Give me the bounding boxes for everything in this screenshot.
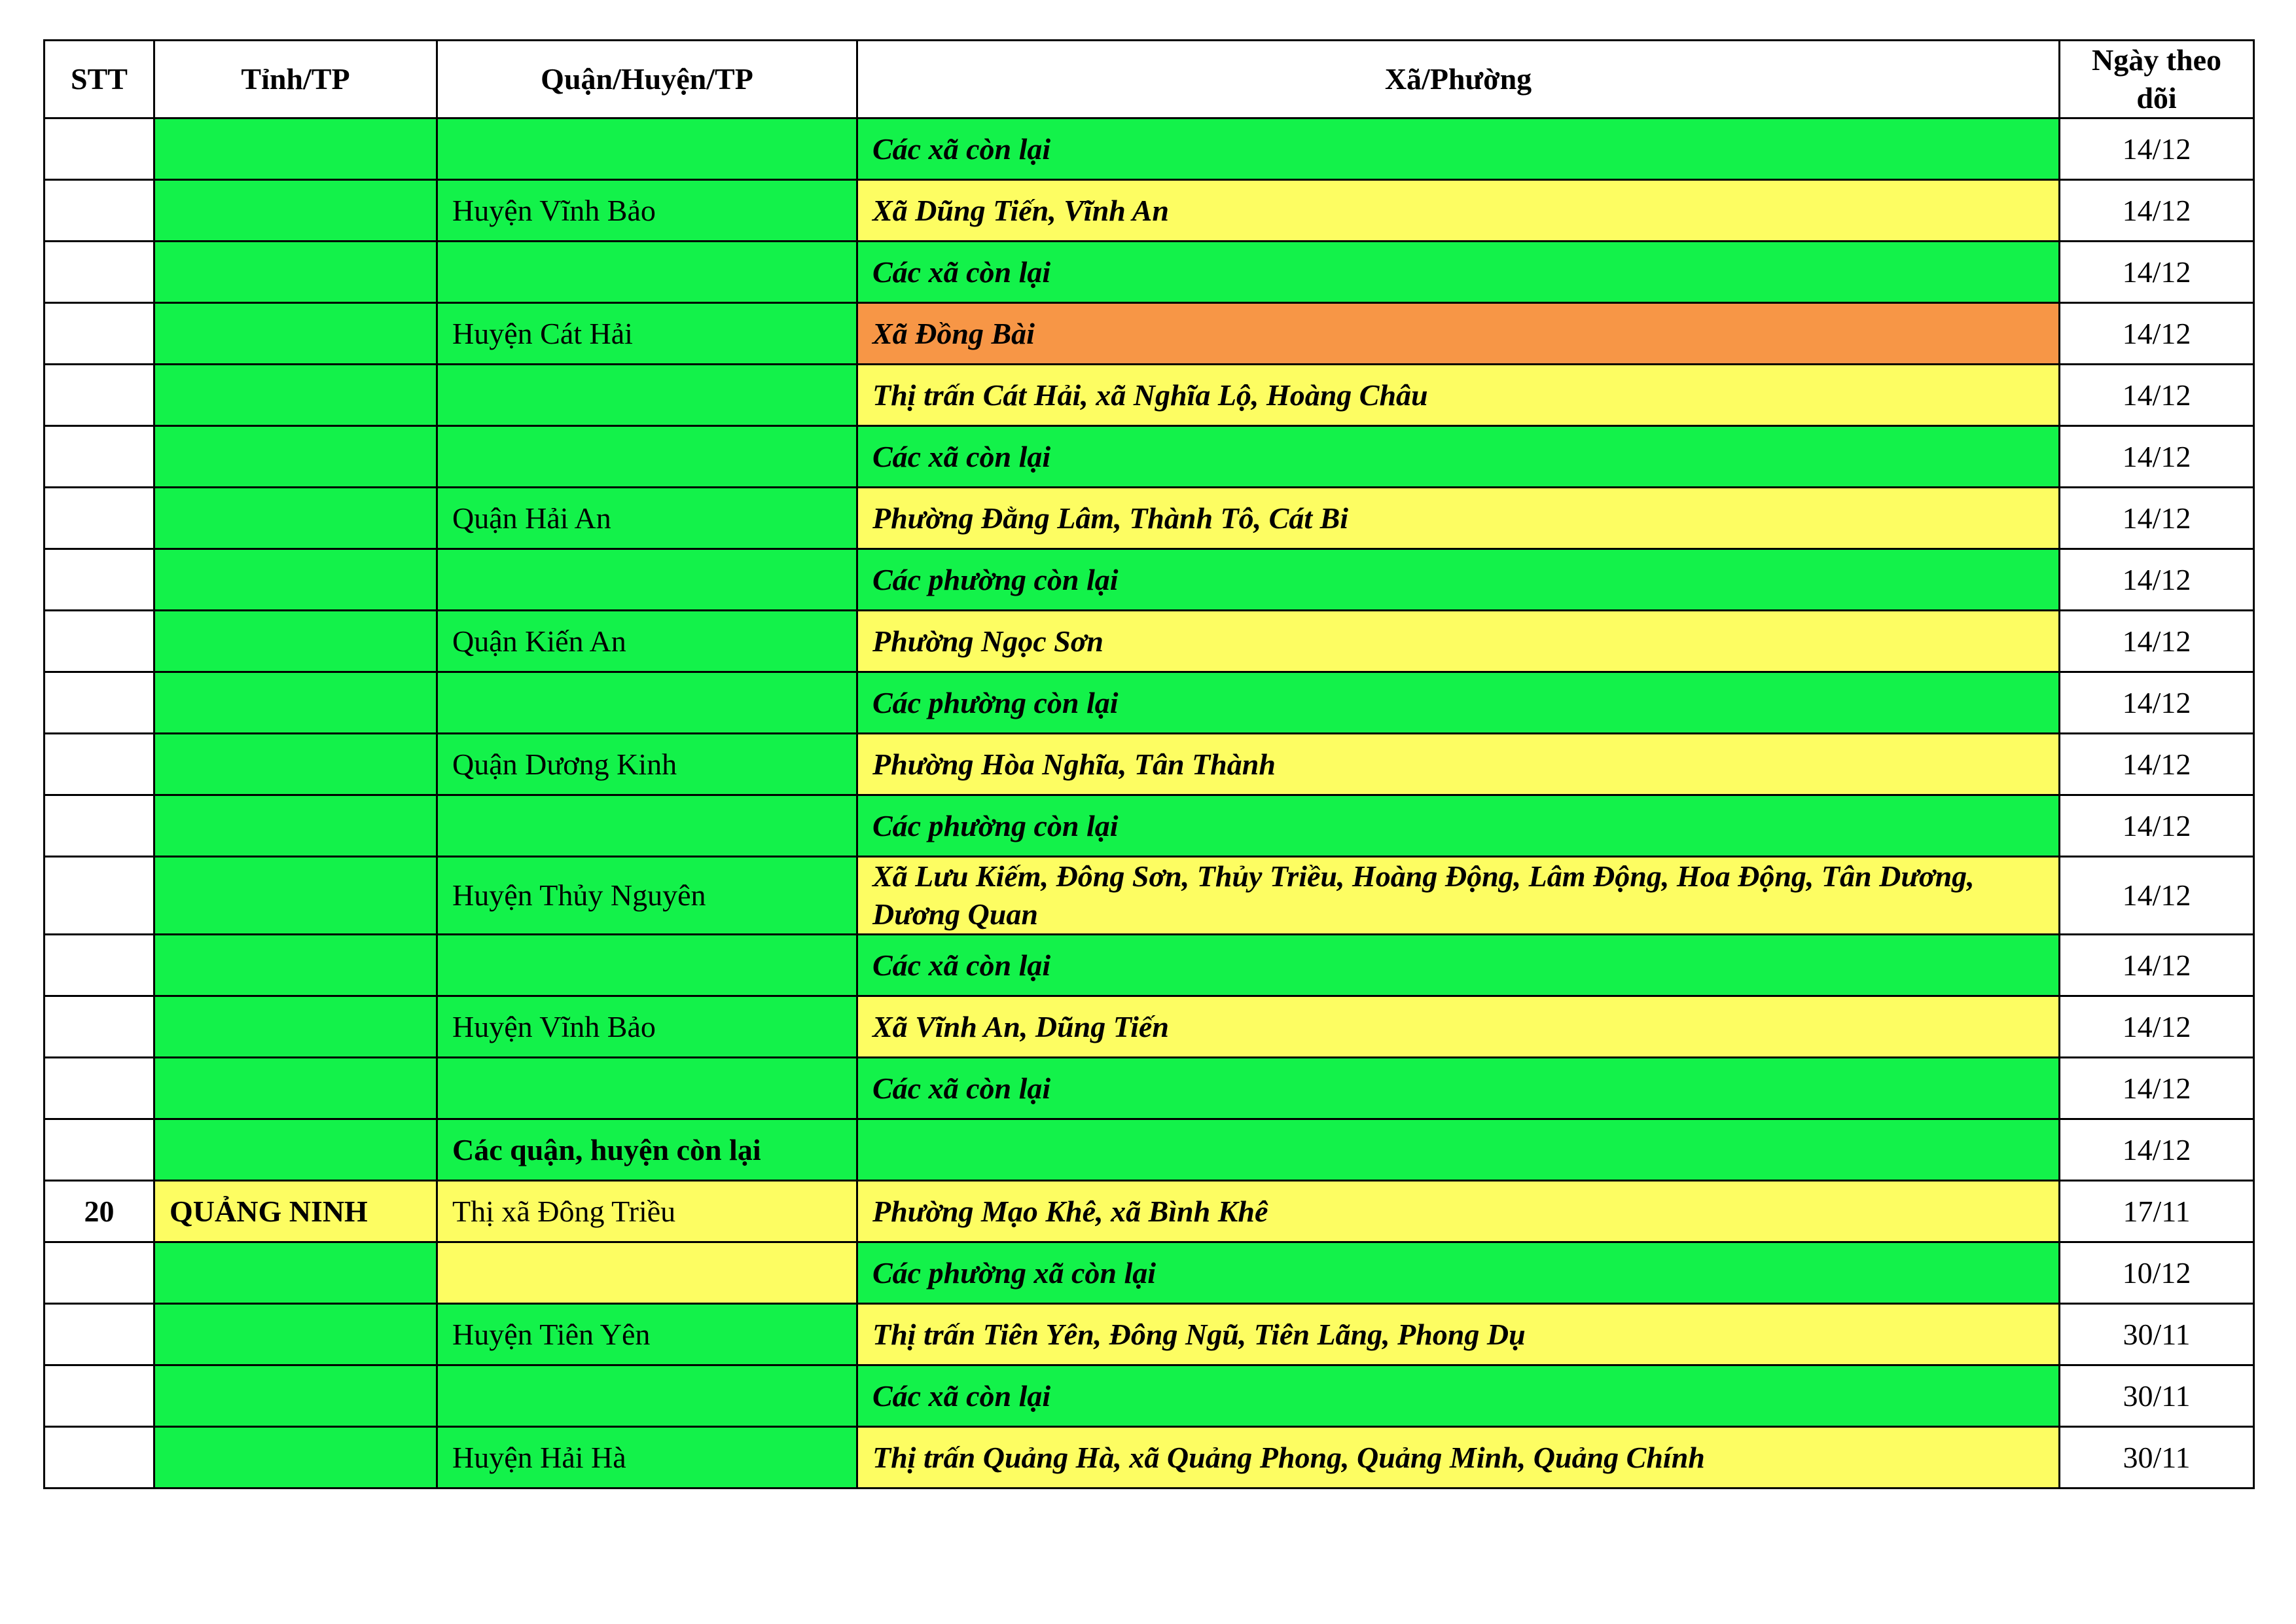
cell-date: 14/12 [2060,611,2254,672]
cell-stt [45,857,154,935]
cell-stt [45,488,154,549]
cell-date: 14/12 [2060,795,2254,857]
cell-ward: Các xã còn lại [857,242,2060,303]
cell-date: 14/12 [2060,1119,2254,1181]
cell-stt [45,1365,154,1427]
cell-district [437,935,857,996]
table-row [45,1304,2254,1365]
cell-district: Các quận, huyện còn lại [437,1119,857,1181]
cell-ward: Các phường còn lại [857,672,2060,734]
cell-province [154,611,437,672]
cell-ward: Các xã còn lại [857,935,2060,996]
cell-ward: Thị trấn Quảng Hà, xã Quảng Phong, Quảng Minh, Quảng Chính [857,1427,2060,1489]
cell-stt [45,795,154,857]
table-row [45,488,2254,549]
cell-date: 14/12 [2060,857,2254,935]
cell-stt [45,1242,154,1304]
table-row [45,611,2254,672]
cell-province [154,996,437,1058]
cell-date: 14/12 [2060,672,2254,734]
cell-date: 14/12 [2060,118,2254,180]
table-row [45,1058,2254,1119]
cell-stt [45,1119,154,1181]
zone-status-table [43,39,2255,1489]
table-row [45,1427,2254,1489]
header-province: Tỉnh/TP [154,41,437,118]
table-row [45,180,2254,242]
cell-ward: Các phường xã còn lại [857,1242,2060,1304]
cell-district: Huyện Hải Hà [437,1427,857,1489]
cell-district: Quận Kiến An [437,611,857,672]
cell-province [154,672,437,734]
cell-province [154,1242,437,1304]
cell-date: 14/12 [2060,180,2254,242]
cell-date: 10/12 [2060,1242,2254,1304]
cell-ward: Phường Mạo Khê, xã Bình Khê [857,1181,2060,1242]
cell-district: Huyện Cát Hải [437,303,857,365]
table-row [45,1242,2254,1304]
cell-date: 14/12 [2060,365,2254,426]
cell-district [437,1242,857,1304]
table-body [45,118,2254,1489]
table-row [45,303,2254,365]
header-district: Quận/Huyện/TP [437,41,857,118]
cell-province [154,1119,437,1181]
cell-province [154,242,437,303]
table-row [45,242,2254,303]
cell-ward: Xã Lưu Kiếm, Đông Sơn, Thủy Triều, Hoàng Động, Lâm Động, Hoa Động, Tân Dương, Dương Quan [857,857,2060,935]
cell-ward: Xã Đồng Bài [857,303,2060,365]
cell-province [154,549,437,611]
cell-province [154,935,437,996]
cell-stt: 20 [45,1181,154,1242]
cell-date: 14/12 [2060,303,2254,365]
table-row [45,795,2254,857]
cell-date: 30/11 [2060,1427,2254,1489]
cell-ward [857,1119,2060,1181]
cell-district [437,365,857,426]
cell-stt [45,242,154,303]
cell-stt [45,549,154,611]
cell-date: 17/11 [2060,1181,2254,1242]
cell-stt [45,672,154,734]
cell-district [437,672,857,734]
table-row [45,1181,2254,1242]
cell-ward: Các xã còn lại [857,426,2060,488]
cell-province [154,857,437,935]
cell-date: 14/12 [2060,1058,2254,1119]
cell-province [154,303,437,365]
table-row [45,996,2254,1058]
cell-ward: Các xã còn lại [857,1058,2060,1119]
cell-date: 14/12 [2060,242,2254,303]
header-row [45,41,2254,118]
cell-province: QUẢNG NINH [154,1181,437,1242]
cell-district [437,549,857,611]
cell-province [154,1058,437,1119]
cell-ward: Xã Dũng Tiến, Vĩnh An [857,180,2060,242]
cell-ward: Các phường còn lại [857,549,2060,611]
cell-ward: Các xã còn lại [857,118,2060,180]
cell-date: 14/12 [2060,935,2254,996]
cell-stt [45,1304,154,1365]
cell-stt [45,426,154,488]
cell-stt [45,365,154,426]
cell-province [154,180,437,242]
cell-date: 14/12 [2060,549,2254,611]
cell-district: Quận Hải An [437,488,857,549]
cell-ward: Phường Ngọc Sơn [857,611,2060,672]
cell-ward: Phường Đằng Lâm, Thành Tô, Cát Bi [857,488,2060,549]
cell-stt [45,935,154,996]
header-stt: STT [45,41,154,118]
table-row [45,118,2254,180]
cell-province [154,1365,437,1427]
cell-district: Huyện Tiên Yên [437,1304,857,1365]
cell-district [437,795,857,857]
cell-ward: Thị trấn Tiên Yên, Đông Ngũ, Tiên Lãng, Phong Dụ [857,1304,2060,1365]
cell-province [154,118,437,180]
header-date: Ngày theo dõi [2060,41,2254,118]
cell-district [437,1058,857,1119]
cell-stt [45,611,154,672]
table-row [45,935,2254,996]
cell-district [437,242,857,303]
cell-stt [45,734,154,795]
cell-province [154,1427,437,1489]
table-row [45,857,2254,935]
cell-district [437,1365,857,1427]
cell-district: Huyện Vĩnh Bảo [437,180,857,242]
cell-date: 14/12 [2060,426,2254,488]
cell-province [154,1304,437,1365]
cell-ward: Các phường còn lại [857,795,2060,857]
cell-ward: Phường Hòa Nghĩa, Tân Thành [857,734,2060,795]
table-row [45,426,2254,488]
cell-ward: Các xã còn lại [857,1365,2060,1427]
cell-province [154,426,437,488]
cell-stt [45,1058,154,1119]
cell-district [437,426,857,488]
cell-stt [45,303,154,365]
cell-date: 30/11 [2060,1365,2254,1427]
cell-stt [45,1427,154,1489]
cell-date: 30/11 [2060,1304,2254,1365]
cell-district: Quận Dương Kinh [437,734,857,795]
cell-province [154,488,437,549]
cell-district: Huyện Thủy Nguyên [437,857,857,935]
table-row [45,1365,2254,1427]
cell-ward: Xã Vĩnh An, Dũng Tiến [857,996,2060,1058]
cell-district [437,118,857,180]
cell-ward: Thị trấn Cát Hải, xã Nghĩa Lộ, Hoàng Châu [857,365,2060,426]
cell-province [154,734,437,795]
cell-province [154,795,437,857]
cell-date: 14/12 [2060,488,2254,549]
table-row [45,365,2254,426]
cell-province [154,365,437,426]
table-row [45,672,2254,734]
cell-district: Thị xã Đông Triều [437,1181,857,1242]
header-ward: Xã/Phường [857,41,2060,118]
cell-date: 14/12 [2060,996,2254,1058]
table-row [45,734,2254,795]
cell-stt [45,118,154,180]
cell-stt [45,180,154,242]
cell-stt [45,996,154,1058]
cell-date: 14/12 [2060,734,2254,795]
table-row [45,549,2254,611]
table-row [45,1119,2254,1181]
cell-district: Huyện Vĩnh Bảo [437,996,857,1058]
